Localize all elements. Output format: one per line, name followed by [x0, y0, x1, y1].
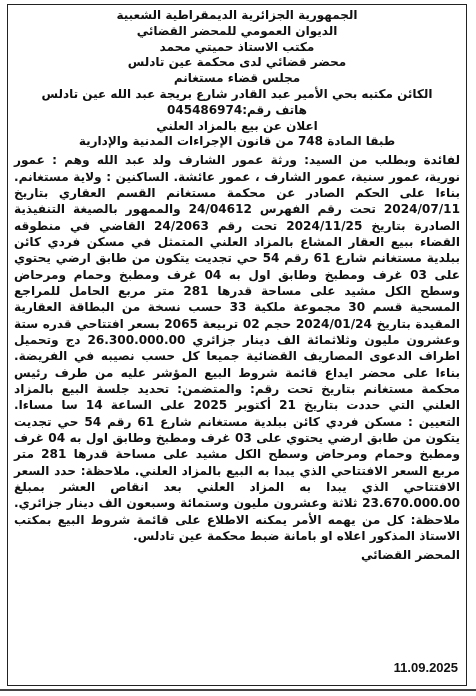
- bottom-divider: [0, 689, 476, 691]
- notice-date: 11.09.2025: [393, 660, 458, 675]
- header-address: الكائن مكتبه بحي الأمير عبد القادر شارع بريجة عبد الله عين تادلس: [41, 86, 433, 101]
- signature: المحضر القضائي: [360, 548, 460, 563]
- header-bailiff-name: مكتب الاستاذ حميتي محمد: [159, 39, 315, 54]
- notice-title: اعلان عن بيع بالمزاد العلني: [156, 118, 318, 133]
- notice-header: [14, 8, 460, 150]
- legal-notice: [7, 4, 467, 686]
- header-court: محضر قضائي لدى محكمة عين تادلس: [127, 55, 347, 70]
- legal-reference: طبقا المادة 748 من قانون الإجراءات المدنية والإدارية: [78, 134, 396, 149]
- header-phone: هاتف رقم:045486974: [167, 102, 307, 117]
- header-republic: الجمهورية الجزائرية الديمقراطية الشعبية: [116, 8, 358, 22]
- header-office: الديوان العمومي للمحضر القضائي: [136, 23, 338, 38]
- notice-body: لفائدة وبطلب من السيد: ورثة عمور الشارف ولد عبد الله وهم : عمور نورية، عمور سنية، عمور الشارف ، عمور عائشة. الساكنين : ولاية مستغانم. بناءا على الحكم الصادر عن محكمة مستغانم القسم العقاري بتاريخ 2024/07/11 تحت رقم الفهرس 24/04612 والممهور بالصيغة التنفيذية الصادرة بتاريخ 2024/11/25 تحت رقم 24/2063 القاضي في منطوقه القضاء ببيع العقار المشاع بالمزاد العلني المتمثل في مسكن فردي كائن ببلدية مستغانم شارع 61 رقم 54 حي تجديت يتكون من طابق ارضي يحتوي على 03 غرف ومطبخ وطابق اول به 04 غرف ومطبخ وحمام ومرحاض وسطح الكل مشيد على مساحة قدرها 281 متر مربع الحامل للمراجع المسحية قسم 30 مجموعة ملكية 33 حسب نسخة من البطاقة العقارية المقيدة بتاريخ 2024/01/24 حجم 02 تربيعة 2065 بسعر افتتاحي قدره ستة وعشرون مليون وثلاثمائة الف دينار جزائري 26.300.000.00 دج وتحميل اطراف الدعوى المصاريف القضائية جميعا كل حسب نصيبه في الفريضة. بناءا على محضر ايداع قائمة شروط البيع المؤشر عليه من طرف رئيس محكمة مستغانم بتاريخ تحت رقم: والمتضمن: تحديد جلسة البيع بالمزاد العلني التي حددت بتاريخ 21 أكتوبر 2025 على الساعة 14 سا مساءا. التعيين : مسكن فردي كائن ببلدية مستغانم شارع 61 رقم 54 حي تجديت يتكون من طابق ارضي يحتوي على 03 غرف ومطبخ وطابق اول به 04 غرف ومطبخ وحمام ومرحاض وسطح الكل مشيد على مساحة قدرها 281 متر مربع السعر الافتتاحي الذي يبدا به البيع بالمزاد العلني. ملاحظة: حدد السعر الافتتاحي الذي يبدا به المزاد العلني بعد انقاص العشر بمبلغ 23.670.000.00 ثلاثة وعشرون مليون وستمائة وسبعون الف دينار جزائري. ملاحظة: كل من يهمه الأمر يمكنه الاطلاع على قائمة شروط البيع بمكتب الاستاذ المذكور اعلاه او بامانة ضبط محكمة عين تادلس.: [14, 153, 461, 544]
- header-council: مجلس قضاء مستغانم: [173, 71, 301, 86]
